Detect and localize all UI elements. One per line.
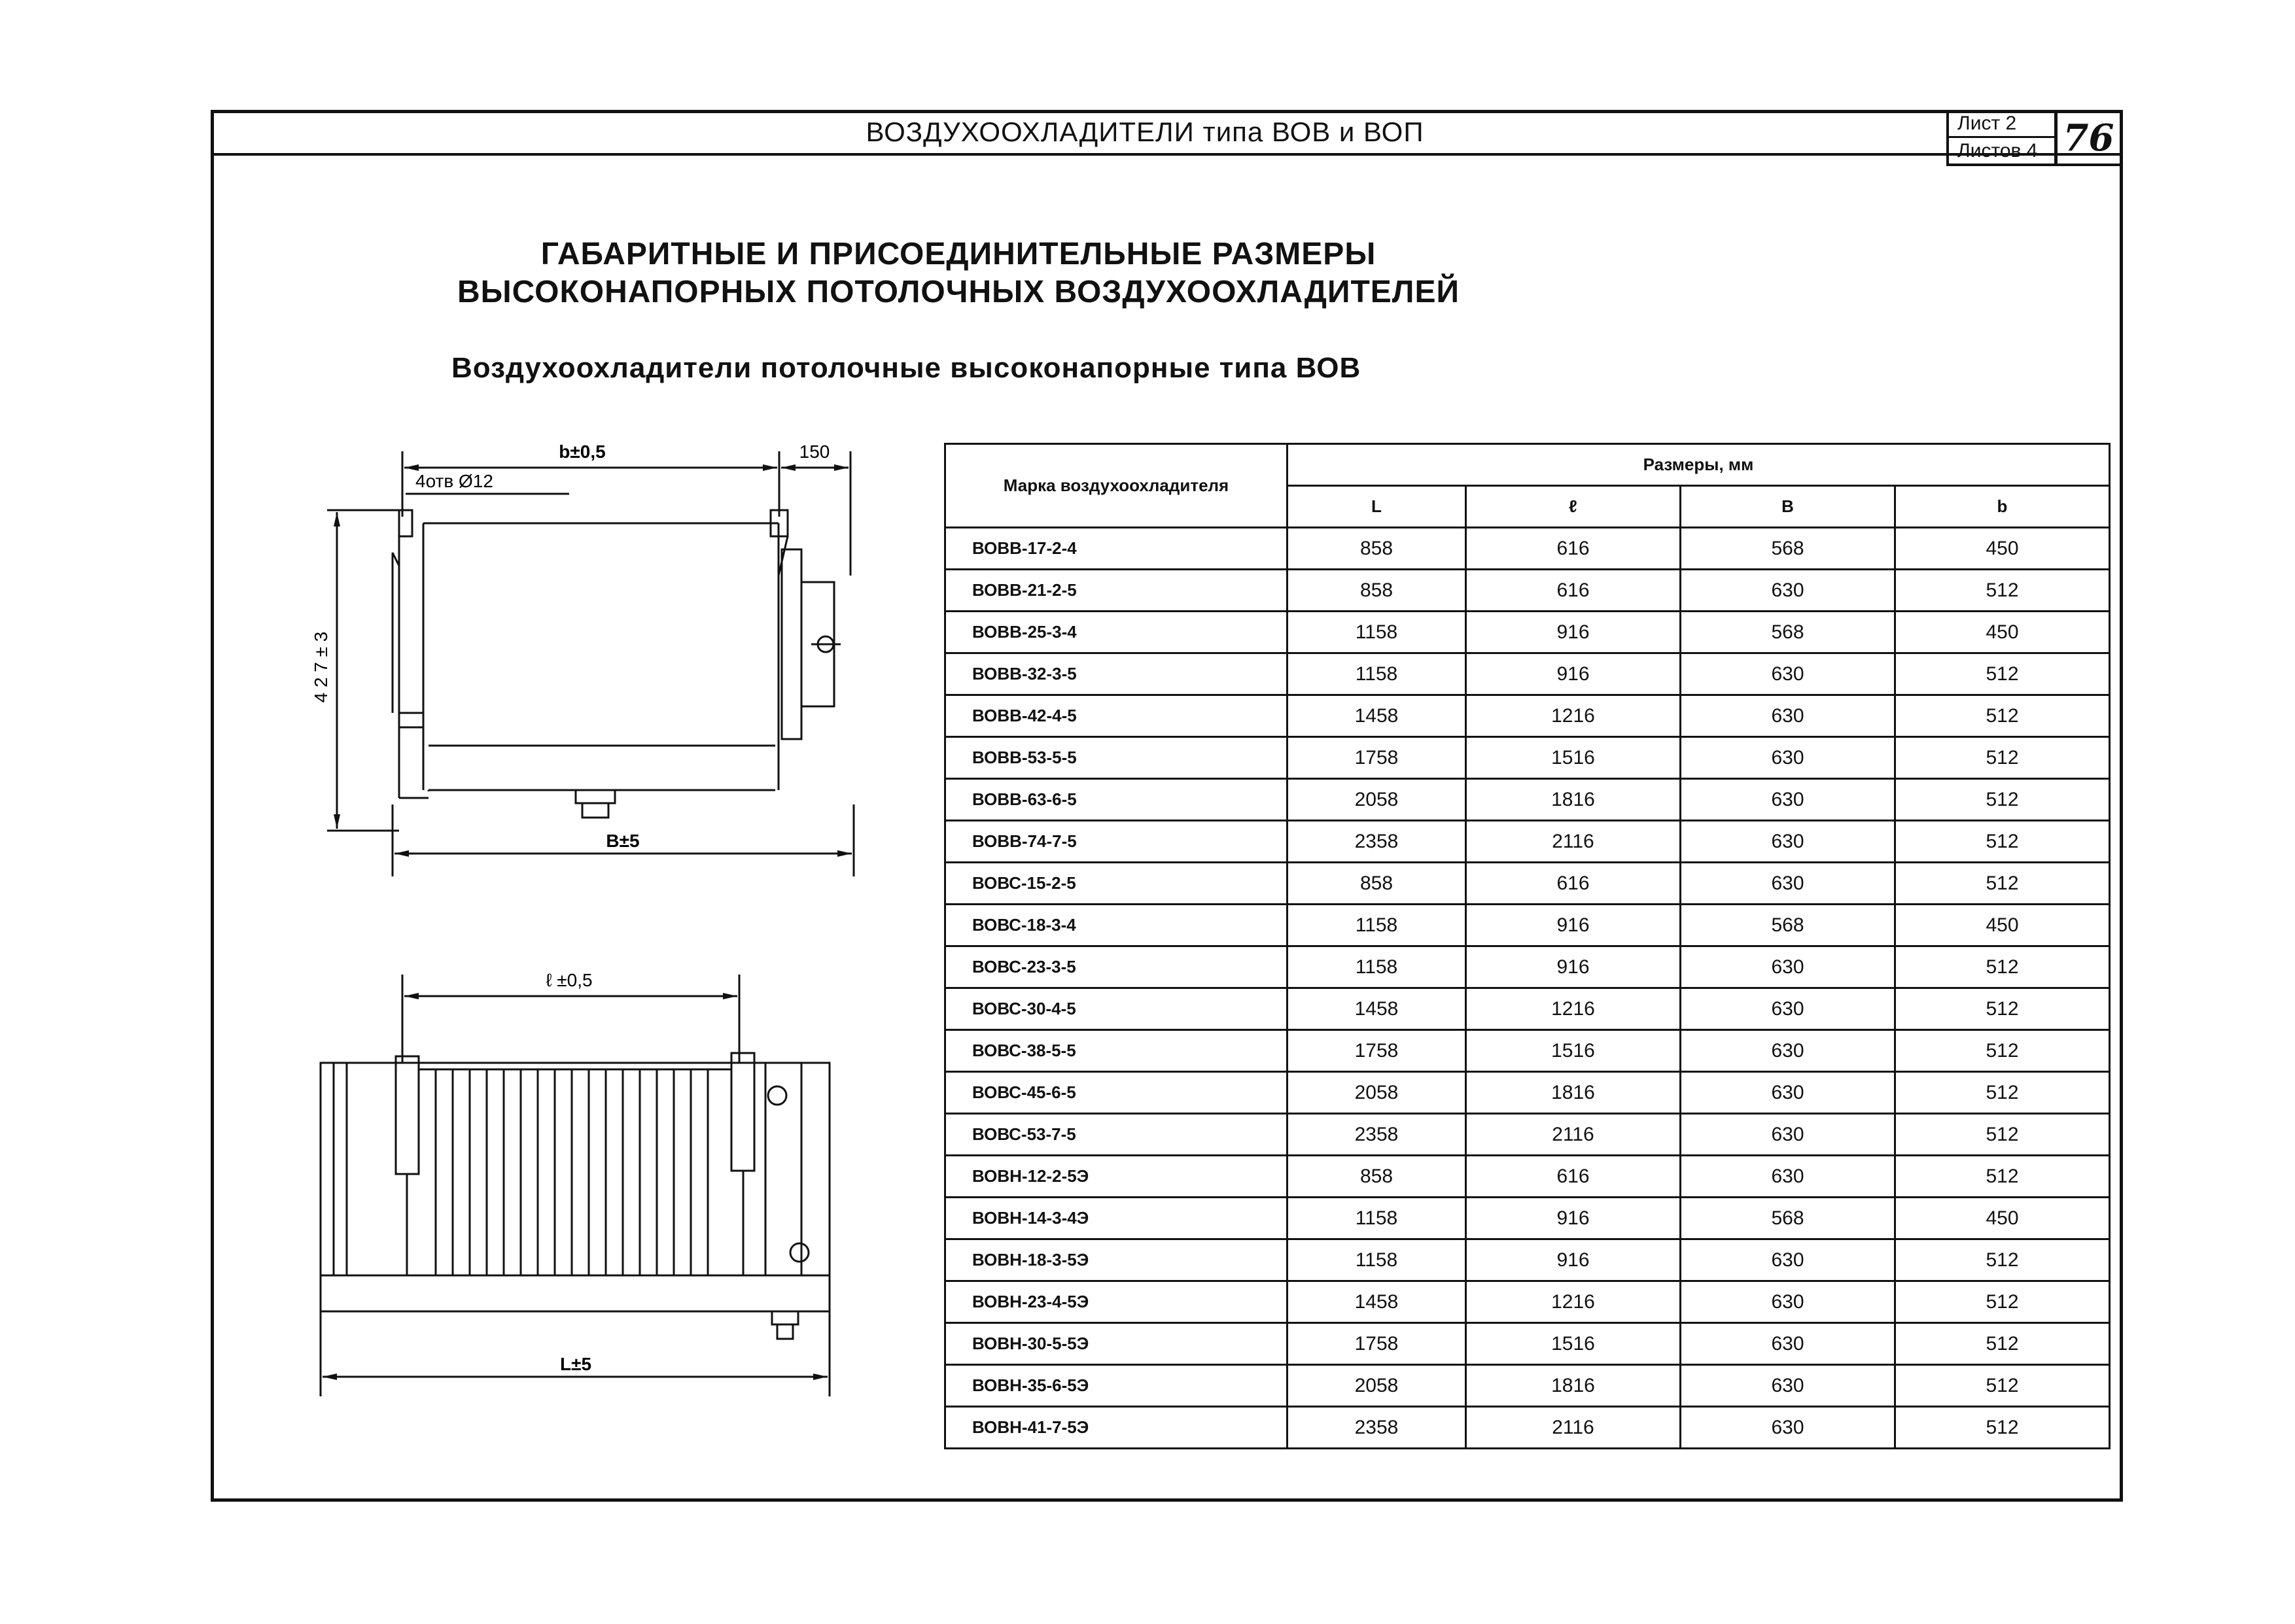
dim-B-label: B±5 (606, 831, 640, 851)
dimension-cell: 630 (1681, 653, 1895, 695)
cooler-model-cell: ВОВВ-25-3-4 (945, 612, 1288, 653)
dimension-cell: 1158 (1288, 946, 1466, 988)
dimension-cell: 630 (1681, 1323, 1895, 1365)
dimensions-table (944, 443, 2111, 1449)
table-row (945, 1114, 2110, 1156)
cooler-model-cell: ВОВВ-63-6-5 (945, 779, 1288, 821)
dimension-cell: 512 (1895, 1323, 2110, 1365)
dimension-cell: 512 (1895, 1239, 2110, 1281)
dimension-cell: 568 (1681, 528, 1895, 570)
dimension-cell: 512 (1895, 653, 2110, 695)
dimension-cell: 1816 (1466, 1072, 1681, 1114)
sheets-count-label: Листов 4 (1957, 140, 2038, 162)
table-row (945, 1198, 2110, 1239)
dimension-cell: 1816 (1466, 779, 1681, 821)
dimension-cell: 450 (1895, 905, 2110, 946)
dimension-cell: 1158 (1288, 1198, 1466, 1239)
cooler-model-cell: ВОВН-23-4-5Э (945, 1281, 1288, 1323)
header-l: ℓ (1466, 486, 1681, 528)
table-row (945, 737, 2110, 779)
dimension-cell: 1758 (1288, 1323, 1466, 1365)
dimension-cell: 916 (1466, 946, 1681, 988)
dimension-cell: 616 (1466, 528, 1681, 570)
dimension-cell: 1516 (1466, 737, 1681, 779)
table-row (945, 570, 2110, 612)
page-title-line-1: ГАБАРИТНЫЕ И ПРИСОЕДИНИТЕЛЬНЫЕ РАЗМЕРЫ (540, 237, 1376, 271)
dimension-cell: 1758 (1288, 1030, 1466, 1072)
header-B: B (1681, 486, 1895, 528)
dimension-cell: 630 (1681, 779, 1895, 821)
cooler-model-cell: ВОВН-35-6-5Э (945, 1365, 1288, 1407)
table-row (945, 528, 2110, 570)
cooler-model-cell: ВОВВ-32-3-5 (945, 653, 1288, 695)
dimension-cell: 616 (1466, 570, 1681, 612)
page-number: 76 (2063, 116, 2114, 160)
dim-height-label: 4 2 7 ± 3 (311, 631, 331, 703)
dimension-cell: 512 (1895, 988, 2110, 1030)
dimension-cell: 2058 (1288, 1365, 1466, 1407)
dimension-cell: 858 (1288, 1156, 1466, 1198)
sheet-label: Лист 2 (1957, 112, 2017, 134)
cooler-model-cell: ВОВС-53-7-5 (945, 1114, 1288, 1156)
dimension-cell: 630 (1681, 1114, 1895, 1156)
dimension-cell: 630 (1681, 1030, 1895, 1072)
table-row (945, 863, 2110, 905)
dimension-cell: 2058 (1288, 1072, 1466, 1114)
table-row (945, 988, 2110, 1030)
dimension-cell: 2358 (1288, 1407, 1466, 1449)
cooler-model-cell: ВОВН-12-2-5Э (945, 1156, 1288, 1198)
dimension-cell: 630 (1681, 1072, 1895, 1114)
dimension-cell: 568 (1681, 905, 1895, 946)
table-row (945, 1072, 2110, 1114)
page-title-line-2: ВЫСОКОНАПОРНЫХ ПОТОЛОЧНЫХ ВОЗДУХООХЛАДИТЕЛЕЙ (457, 275, 1460, 309)
dim-l-label: ℓ ±0,5 (546, 970, 593, 990)
document-title: ВОЗДУХООХЛАДИТЕЛИ типа ВОВ и ВОП (866, 116, 1424, 147)
dimension-cell: 630 (1681, 1281, 1895, 1323)
table-row (945, 653, 2110, 695)
dimension-cell: 630 (1681, 946, 1895, 988)
dimension-cell: 1458 (1288, 1281, 1466, 1323)
dimension-cell: 512 (1895, 1156, 2110, 1198)
dimension-cell: 512 (1895, 1114, 2110, 1156)
cooler-model-cell: ВОВС-45-6-5 (945, 1072, 1288, 1114)
dimension-cell: 858 (1288, 570, 1466, 612)
dimension-cell: 450 (1895, 1198, 2110, 1239)
table-row (945, 1407, 2110, 1449)
header-L: L (1288, 486, 1466, 528)
dimension-cell: 630 (1681, 988, 1895, 1030)
dimension-cell: 1158 (1288, 653, 1466, 695)
dimension-cell: 1458 (1288, 695, 1466, 737)
table-row (945, 1239, 2110, 1281)
dimension-cell: 630 (1681, 1156, 1895, 1198)
table-row (945, 695, 2110, 737)
header-b: b (1895, 486, 2110, 528)
dimension-cell: 630 (1681, 1239, 1895, 1281)
table-body (945, 528, 2110, 1449)
dimension-cell: 916 (1466, 612, 1681, 653)
dimension-cell: 512 (1895, 1030, 2110, 1072)
dimension-cell: 512 (1895, 1407, 2110, 1449)
dimension-cell: 1216 (1466, 988, 1681, 1030)
dimension-cell: 512 (1895, 821, 2110, 863)
dimension-cell: 630 (1681, 821, 1895, 863)
table-row (945, 821, 2110, 863)
dimension-cell: 568 (1681, 1198, 1895, 1239)
cooler-model-cell: ВОВС-30-4-5 (945, 988, 1288, 1030)
dimension-cell: 512 (1895, 946, 2110, 988)
dimension-cell: 916 (1466, 905, 1681, 946)
table-row (945, 779, 2110, 821)
dimension-cell: 858 (1288, 528, 1466, 570)
dimension-cell: 2116 (1466, 1114, 1681, 1156)
dimension-cell: 630 (1681, 570, 1895, 612)
dimension-cell: 2358 (1288, 1114, 1466, 1156)
table-row (945, 1323, 2110, 1365)
table-row (945, 1030, 2110, 1072)
cooler-model-cell: ВОВВ-53-5-5 (945, 737, 1288, 779)
page-title (419, 235, 1498, 311)
dimension-cell: 512 (1895, 695, 2110, 737)
dimension-cell: 1216 (1466, 695, 1681, 737)
dimension-cell: 616 (1466, 1156, 1681, 1198)
cooler-model-cell: ВОВН-30-5-5Э (945, 1323, 1288, 1365)
cooler-model-cell: ВОВВ-17-2-4 (945, 528, 1288, 570)
dimension-cell: 630 (1681, 1365, 1895, 1407)
table-row (945, 1156, 2110, 1198)
dimension-cell: 2116 (1466, 821, 1681, 863)
dimension-cell: 1516 (1466, 1323, 1681, 1365)
dimension-cell: 1458 (1288, 988, 1466, 1030)
dimension-cell: 512 (1895, 863, 2110, 905)
cooler-model-cell: ВОВС-38-5-5 (945, 1030, 1288, 1072)
dimension-cell: 450 (1895, 612, 2110, 653)
cooler-model-cell: ВОВН-14-3-4Э (945, 1198, 1288, 1239)
cooler-model-cell: ВОВС-23-3-5 (945, 946, 1288, 988)
dimension-cell: 616 (1466, 863, 1681, 905)
dimension-cell: 630 (1681, 695, 1895, 737)
dimension-cell: 916 (1466, 653, 1681, 695)
dimension-cell: 1158 (1288, 905, 1466, 946)
dim-b-label: b±0,5 (559, 441, 606, 462)
dimension-cell: 2358 (1288, 821, 1466, 863)
dimension-cell: 1216 (1466, 1281, 1681, 1323)
dimension-cell: 568 (1681, 612, 1895, 653)
dimension-cell: 1516 (1466, 1030, 1681, 1072)
dimension-cell: 1816 (1466, 1365, 1681, 1407)
dimension-cell: 512 (1895, 1281, 2110, 1323)
holes-label: 4отв Ø12 (415, 471, 493, 491)
dimension-cell: 512 (1895, 570, 2110, 612)
cooler-model-cell: ВОВС-18-3-4 (945, 905, 1288, 946)
dimension-cell: 1158 (1288, 1239, 1466, 1281)
cooler-model-cell: ВОВН-41-7-5Э (945, 1407, 1288, 1449)
table-row (945, 1365, 2110, 1407)
cooler-model-cell: ВОВС-15-2-5 (945, 863, 1288, 905)
cooler-model-cell: ВОВВ-21-2-5 (945, 570, 1288, 612)
section-subtitle: Воздухоохладители потолочные высоконапорные типа ВОВ (451, 352, 1361, 384)
dim-150-label: 150 (799, 441, 830, 462)
table-row (945, 612, 2110, 653)
sheet-info-divider (1946, 136, 2058, 138)
dimension-cell: 1158 (1288, 612, 1466, 653)
dimension-cell: 630 (1681, 737, 1895, 779)
table-row (945, 946, 2110, 988)
dim-L-label: L±5 (559, 1354, 592, 1374)
dimension-cell: 512 (1895, 1365, 2110, 1407)
cooler-model-cell: ВОВН-18-3-5Э (945, 1239, 1288, 1281)
dimension-cell: 512 (1895, 1072, 2110, 1114)
dimension-cell: 2058 (1288, 779, 1466, 821)
header-divider (211, 153, 2123, 156)
dimension-cell: 450 (1895, 528, 2110, 570)
dimension-cell: 916 (1466, 1239, 1681, 1281)
cooler-drawing (307, 425, 896, 1419)
table-row (945, 1281, 2110, 1323)
dimension-cell: 630 (1681, 863, 1895, 905)
dimension-cell: 512 (1895, 737, 2110, 779)
cooler-model-cell: ВОВВ-74-7-5 (945, 821, 1288, 863)
dimension-cell: 2116 (1466, 1407, 1681, 1449)
cooler-model-cell: ВОВВ-42-4-5 (945, 695, 1288, 737)
dimension-cell: 1758 (1288, 737, 1466, 779)
dimension-cell: 858 (1288, 863, 1466, 905)
dimension-cell: 512 (1895, 779, 2110, 821)
dimension-cell: 916 (1466, 1198, 1681, 1239)
table-row (945, 905, 2110, 946)
header-mark: Марка воздухоохладителя (945, 444, 1288, 528)
dimension-cell: 630 (1681, 1407, 1895, 1449)
header-dimensions-group: Размеры, мм (1288, 444, 2110, 486)
